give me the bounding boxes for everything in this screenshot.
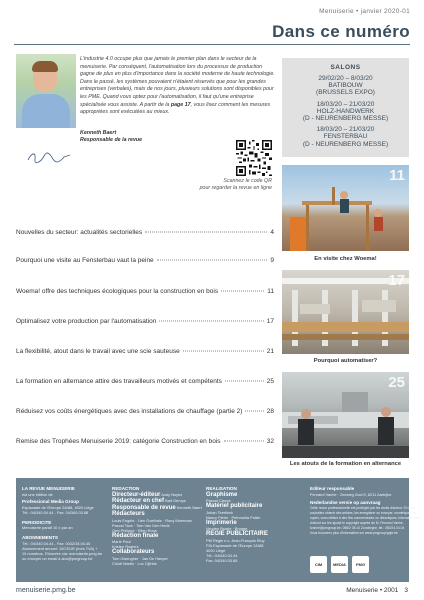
toc-label: La formation en alternance attire des travailleurs motivés et compétents bbox=[16, 378, 222, 385]
footer-magazine: Menuiserie • 2001 bbox=[346, 587, 399, 594]
handwritten-signature bbox=[26, 150, 72, 164]
toc-item[interactable] bbox=[16, 318, 274, 325]
masthead-line: Fernand Vanhe · Zeeweg Zuid 5, 8211 Aartrijke bbox=[310, 491, 392, 497]
toc-label: La flexibilité, atout dans le travail avec une scie sauteuse bbox=[16, 348, 180, 355]
page-title: Dans ce numéro bbox=[272, 22, 410, 41]
salon-place: (BRUSSELS EXPO) bbox=[316, 89, 375, 97]
masthead-line: fvanhe@pmgroup.be, 056/2 35.10 Zonderghe, tél.: 050/24.04.04 bbox=[310, 525, 405, 530]
toc-label: Pourquoi une visite au Fensterbau vaut la peine bbox=[16, 257, 154, 264]
salon-dates: 18/03/20 – 21/03/20 bbox=[316, 100, 375, 108]
salon-name: HOLZ-HANDWERK bbox=[316, 107, 375, 115]
masthead-role: Rédacteur en chef bbox=[112, 498, 165, 505]
toc-page: 11 bbox=[267, 288, 274, 295]
salon-place: (D - NEURENBERG MESSE) bbox=[302, 140, 389, 148]
qr-caption bbox=[138, 178, 272, 192]
qr-caption-line1: Scannez le code QR bbox=[223, 178, 272, 184]
masthead-line: Menuiserie paraît 10 x par an bbox=[22, 525, 73, 531]
masthead-line: Marie Paul bbox=[112, 539, 131, 545]
cim-logo-icon: CIM bbox=[310, 556, 327, 573]
masthead-line: Louis Engels · Lien Goethals · Rony Moerman bbox=[112, 517, 192, 523]
masthead-line: Pascal Claeys bbox=[206, 498, 231, 504]
masthead-line: Esplanade de l'Europe 2A/88, 4020 Liège bbox=[22, 504, 94, 510]
article-image-woema[interactable] bbox=[282, 165, 409, 251]
issue-header: Menuiserie • janvier 2020-01 bbox=[319, 8, 410, 15]
masthead-line: Tél.: 04/340.04.44 - Fax: 04/340.03.88 bbox=[22, 509, 89, 515]
article-number: 25 bbox=[388, 374, 405, 391]
masthead-line: Gert Philippe · Ellen Roos bbox=[112, 527, 157, 533]
masthead-line: Cette revue professionnelle est protégée par les droits d'auteur. Si vous bbox=[310, 505, 415, 510]
masthead-role: Responsable de revue bbox=[112, 504, 176, 511]
masthead-heading: Editeur responsable bbox=[310, 486, 355, 491]
editorial-signature bbox=[80, 130, 142, 144]
salon-item bbox=[282, 126, 409, 148]
masthead-col-legal bbox=[310, 484, 421, 536]
masthead-role: Directeur-éditeur bbox=[112, 491, 161, 498]
masthead-heading: Nederlandse versie op aanvraag bbox=[310, 499, 381, 505]
salon-place: (D - NEURENBERG MESSE) bbox=[302, 115, 389, 123]
masthead-line: P/A Esplanade de l'Europe 2A/88 bbox=[206, 542, 264, 548]
masthead-line: Tom Gisengher · Jan De Haeyer bbox=[112, 555, 168, 561]
toc-label: Nouvelles du secteur: actualités sectorielles bbox=[16, 229, 143, 236]
masthead-line: PM Regie n.v. Jean-François Eloy bbox=[206, 537, 265, 543]
masthead-heading: ABONNEMENTS bbox=[22, 535, 58, 541]
article-number: 17 bbox=[388, 272, 405, 289]
author-name: Kenneth Baert bbox=[80, 130, 117, 136]
salons-box bbox=[282, 58, 409, 157]
article-image-automation[interactable] bbox=[282, 270, 409, 354]
page-footer bbox=[346, 587, 408, 594]
page-number: 3 bbox=[404, 587, 408, 594]
masthead-line: Tél.: 04/340.04.44 bbox=[206, 552, 238, 558]
toc-item[interactable] bbox=[16, 438, 274, 445]
masthead-line: Vous trouverez plus d'information sur www.pmgroup/gdpr.be bbox=[310, 530, 398, 535]
toc-label: Réduisez vos coûts énergétiques avec des installations de chauffage (partie 2) bbox=[16, 408, 243, 415]
masthead-role: Matériel publicitaire bbox=[206, 503, 263, 510]
masthead-heading: PERIODICITE bbox=[22, 519, 52, 525]
masthead-line: Kristen Rogiers bbox=[112, 544, 139, 550]
masthead-col-redaction bbox=[112, 484, 202, 566]
editorial-page-ref: page 17 bbox=[170, 101, 191, 108]
toc-item[interactable] bbox=[16, 408, 274, 415]
masthead-line: 10 numéros. D'inscrire via: menuiserie.pmg.be bbox=[22, 551, 103, 557]
qr-code-icon[interactable] bbox=[236, 140, 272, 176]
toc-page: 25 bbox=[266, 378, 274, 385]
masthead-heading: LA REVUE MENUISERIE bbox=[22, 486, 75, 491]
toc-page: 4 bbox=[270, 229, 274, 236]
editor-portrait bbox=[16, 54, 76, 128]
toc-label: Optimalisez votre production par l'automatisation bbox=[16, 318, 157, 325]
toc-page: 17 bbox=[266, 318, 274, 325]
toc-item[interactable] bbox=[16, 257, 274, 264]
masthead-line: est une édition de bbox=[22, 491, 53, 497]
media-logo-icon: MEDIA bbox=[331, 556, 348, 573]
salon-item bbox=[282, 75, 409, 97]
editorial-text bbox=[80, 56, 276, 117]
article-caption: Pourquoi automatiser? bbox=[313, 358, 378, 364]
masthead-box bbox=[16, 478, 421, 582]
masthead-role: Collaborateurs bbox=[112, 549, 155, 556]
article-image-training[interactable] bbox=[282, 372, 409, 458]
masthead-person: Kenneth Baert bbox=[176, 504, 202, 510]
masthead-line: Chloë Martin · Luc Cijfrids bbox=[112, 560, 157, 566]
masthead-line: Tél.: 04/340.04.44 - Fax: 0032/34.04.45 bbox=[22, 541, 91, 547]
masthead-line: Pascal Tack · Tom Van Den Hede bbox=[112, 522, 170, 528]
masthead-heading: Professional Media Group bbox=[22, 498, 79, 504]
salon-name: BATIBOUW bbox=[328, 82, 363, 90]
masthead-line: souhaitez obtenir des articles, les enregistrer ou envoyer, numériquer, les bbox=[310, 510, 417, 515]
masthead-line: Abonnement annuel: 100 EUR (hors TVA) + bbox=[22, 546, 98, 552]
toc-item[interactable] bbox=[16, 348, 274, 355]
masthead-role: Graphisme bbox=[206, 491, 238, 498]
pmg-logo-icon: PMG bbox=[352, 556, 369, 573]
title-divider bbox=[14, 44, 410, 45]
toc-label: Woema! offre des techniques écologiques pour la construction en bois bbox=[16, 288, 219, 295]
salon-item bbox=[282, 101, 409, 123]
article-caption: Les atouts de la formation en alternance bbox=[289, 461, 402, 467]
masthead-line: 4020 Liège bbox=[206, 547, 226, 553]
masthead-heading: REDACTION bbox=[112, 486, 140, 491]
masthead-line: Fax: 04/340.03.88 bbox=[206, 557, 238, 563]
article-number: 11 bbox=[389, 167, 405, 184]
masthead-line: ou envoyer un email à abo@pmgroup.be bbox=[22, 556, 93, 562]
toc-page: 21 bbox=[266, 348, 274, 355]
masthead-line: d'abord sur les ajouté le copyright auprès de M. Fernand Vanhe, bbox=[310, 520, 404, 525]
masthead-line: Johan Teerlinck bbox=[206, 509, 233, 515]
toc-item[interactable] bbox=[16, 378, 274, 385]
masthead-role: REGIE PUBLICITAIRE bbox=[206, 531, 268, 538]
masthead-role: Rédaction finale bbox=[112, 532, 159, 539]
salon-dates: 18/03/20 – 21/03/20 bbox=[316, 126, 375, 134]
editorial-text-after: , vous lisez comment les mesures appropriées sont exécutées au mieux. bbox=[80, 101, 271, 116]
certification-logos bbox=[310, 556, 369, 573]
masthead-person: Bart Deruys bbox=[165, 498, 186, 504]
author-role: Responsable de la revue bbox=[80, 137, 143, 143]
toc-label: Remise des Trophées Menuiserie 2019: catégorie Construction en bois bbox=[16, 438, 221, 445]
toc-page: 32 bbox=[266, 438, 274, 445]
salon-name: FENSTERBAU bbox=[323, 133, 368, 141]
toc-item[interactable] bbox=[16, 288, 274, 295]
masthead-col-production bbox=[206, 484, 296, 563]
editorial-text-before: L'industrie 4.0 occupe plus que jamais le premier plan dans le secteur de la menuiserie. Par conséquent, l'automatisation lors du processus de production gagne de plus en plus d'importance dans la société moderne de haute technologie. Dans le passé, les systèmes pouvaient n'étaient réservés que pour les grandes entreprises (verbales), mais de nos jours, plusieurs solutions sont disponibles pour les PME. Quand vous optez pour l'automatisation, il faut qu'une entreprise spécialisée vous assiste. A partir de la bbox=[80, 56, 275, 108]
article-caption: En visite chez Woema! bbox=[314, 256, 377, 262]
salons-title: SALONS bbox=[330, 64, 361, 71]
masthead-person: Andy Nuyez bbox=[161, 491, 183, 497]
masthead-role: Imprimerie bbox=[206, 519, 237, 526]
toc-page: 28 bbox=[266, 408, 274, 415]
salon-dates: 29/02/20 – 8/03/20 bbox=[318, 75, 373, 82]
masthead-line: Nancy Pierin · Petronella Potter bbox=[206, 514, 261, 520]
masthead-role: Rédacteurs bbox=[112, 511, 145, 518]
masthead-col-publisher bbox=[22, 484, 110, 561]
website-link[interactable]: menuiserie.pmg.be bbox=[16, 587, 76, 594]
masthead-line: copier, vous utiliser à des fins commerciales ou didactiques, informationnels bbox=[310, 515, 421, 520]
masthead-heading: REALISATION bbox=[206, 486, 237, 491]
toc-page: 9 bbox=[270, 257, 274, 264]
masthead-line: Vanden Broele · Brugge bbox=[206, 526, 248, 532]
toc-item[interactable] bbox=[16, 229, 274, 236]
qr-caption-line2: pour regarder la revue en ligne bbox=[199, 185, 272, 191]
